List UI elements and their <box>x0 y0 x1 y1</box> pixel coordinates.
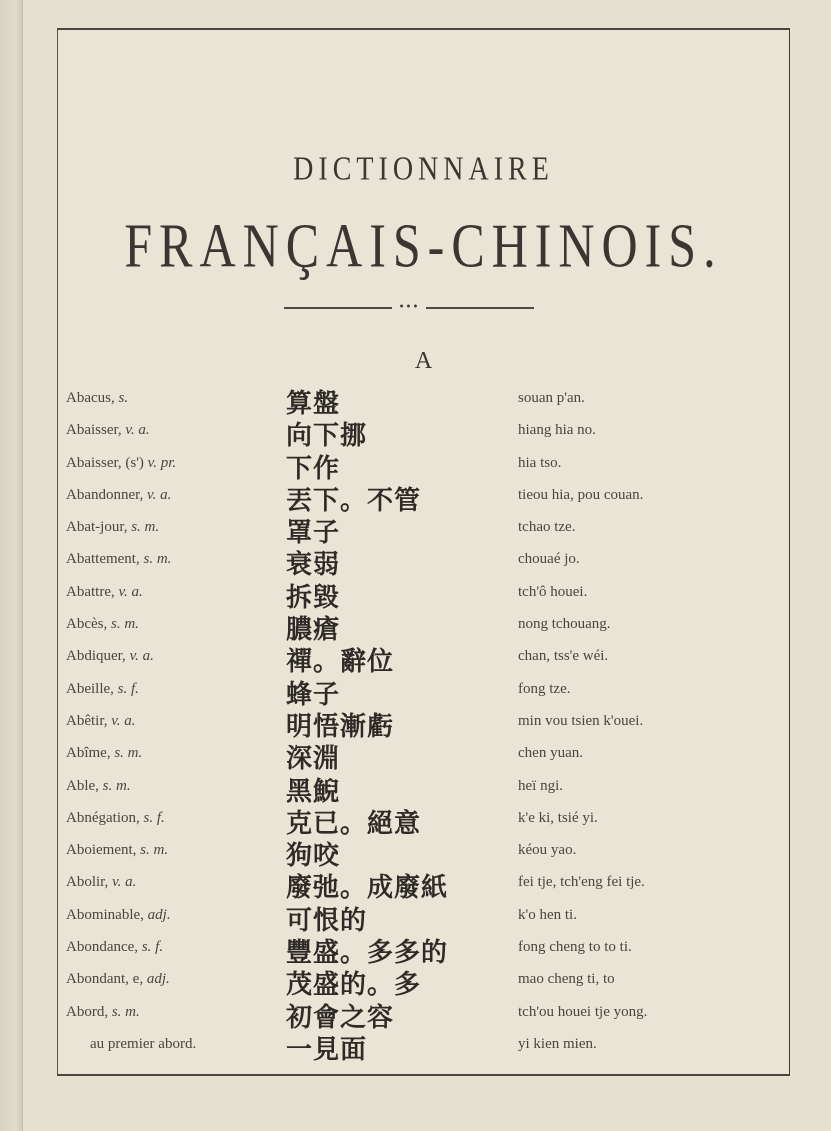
title-ornament-rule <box>284 303 534 313</box>
dictionary-entries <box>58 383 791 1065</box>
romanization: chen yuan. <box>518 745 583 762</box>
part-of-speech: s. m. <box>111 616 139 633</box>
ornament-dots: ••• <box>398 302 420 313</box>
dictionary-entry <box>58 964 791 1001</box>
chinese-translation: 禪。辭位 <box>286 647 395 678</box>
french-headword <box>66 778 131 795</box>
chinese-translation: 狗咬 <box>286 841 341 872</box>
dictionary-entry <box>58 867 791 904</box>
headword-text: Abord, <box>66 1003 109 1020</box>
chinese-translation: 膿瘡 <box>286 615 341 646</box>
dictionary-entry <box>58 932 791 969</box>
french-headword <box>66 616 139 633</box>
french-headword <box>66 455 176 472</box>
headword-text: Abattement, <box>66 551 140 568</box>
part-of-speech: s. f. <box>141 939 164 956</box>
dictionary-entry <box>58 803 791 839</box>
romanization: k'e ki, tsié yi. <box>518 809 598 826</box>
romanization: chouaé jo. <box>518 551 580 568</box>
chinese-translation: 深淵 <box>286 744 341 775</box>
dictionary-entry <box>58 544 791 581</box>
chinese-translation: 拆毀 <box>286 582 341 613</box>
french-headword <box>66 1004 140 1021</box>
part-of-speech: s. f. <box>143 809 165 826</box>
headword-text: Abandonner, <box>66 486 144 503</box>
dictionary-entry <box>58 706 791 742</box>
section-letter: A <box>414 348 433 374</box>
french-headword <box>90 1036 196 1053</box>
romanization: hia tso. <box>518 454 562 471</box>
headword-text: Abnégation, <box>66 809 140 826</box>
title-dictionnaire: DICTIONNAIRE <box>293 150 554 188</box>
headword-text: Abat-jour, <box>66 519 128 536</box>
headword-text: Abacus, <box>66 390 115 406</box>
romanization: k'o hen ti. <box>518 906 577 923</box>
chinese-translation: 克已。絕意 <box>286 808 422 839</box>
chinese-translation: 算盤 <box>286 389 341 419</box>
headword-text: Abolir, <box>66 874 109 891</box>
dictionary-entry <box>58 512 791 549</box>
french-headword <box>66 810 165 827</box>
headword-text: Abominable, <box>66 906 144 923</box>
chinese-translation: 可恨的 <box>286 905 368 936</box>
french-headword <box>66 519 159 536</box>
romanization: yi kien mien. <box>518 1035 597 1052</box>
romanization: chan, tss'e wéi. <box>518 648 609 665</box>
french-headword <box>66 551 171 568</box>
headword-text: Abaisser, <box>66 422 122 439</box>
chinese-translation: 丟下。不管 <box>286 485 422 516</box>
headword-text: Abondance, <box>66 939 139 956</box>
romanization: kéou yao. <box>518 842 577 859</box>
chinese-translation: 茂盛的。多 <box>286 970 422 1001</box>
title-francais-chinois: FRANÇAIS-CHINOIS. <box>124 210 723 280</box>
dictionary-entry <box>58 577 791 613</box>
chinese-translation: 豐盛。多多的 <box>286 938 449 969</box>
dictionary-entry <box>58 448 791 484</box>
chinese-translation: 初會之容 <box>286 1002 395 1033</box>
headword-text: Abeille, <box>66 680 114 697</box>
dictionary-entry <box>58 609 791 646</box>
part-of-speech: s. m. <box>140 842 169 859</box>
romanization: min vou tsien k'ouei. <box>518 712 644 729</box>
headword-text: au premier abord. <box>90 1035 197 1052</box>
chinese-translation: 下作 <box>286 453 341 484</box>
part-of-speech: v. a. <box>125 422 150 439</box>
dictionary-entry <box>58 771 791 807</box>
romanization: tchao tze. <box>518 519 576 536</box>
headword-text: Abîme, <box>66 745 111 762</box>
chinese-translation: 蜂子 <box>286 679 341 710</box>
part-of-speech: adj. <box>146 971 170 988</box>
part-of-speech: s. m. <box>143 551 172 568</box>
part-of-speech: s. f. <box>117 680 139 697</box>
french-headword <box>66 939 163 956</box>
romanization: tch'ô houei. <box>518 583 588 600</box>
dictionary-entry <box>58 641 791 678</box>
romanization: souan p'an. <box>518 390 585 406</box>
dictionary-entry <box>58 1029 791 1065</box>
part-of-speech: v. a. <box>112 874 137 891</box>
french-headword <box>66 971 170 988</box>
headword-text: Abaisser, (s') <box>66 454 144 471</box>
dictionary-entry <box>58 835 791 872</box>
dictionary-entry <box>58 383 791 419</box>
chinese-translation: 衰弱 <box>286 550 341 581</box>
ornament-line-right <box>426 307 534 309</box>
part-of-speech: s. m. <box>131 519 160 536</box>
romanization: heï ngi. <box>518 777 563 794</box>
chinese-translation: 向下挪 <box>286 421 368 452</box>
french-headword <box>66 907 171 924</box>
french-headword <box>66 874 136 891</box>
french-headword <box>66 681 139 698</box>
romanization: tch'ou houei tje yong. <box>518 1003 648 1020</box>
part-of-speech: v. pr. <box>147 454 177 471</box>
ornament-line-left <box>284 307 392 309</box>
romanization: fei tje, tch'eng fei tje. <box>518 874 645 891</box>
part-of-speech: v. a. <box>147 486 172 503</box>
dictionary-entry <box>58 997 791 1033</box>
chinese-translation: 罩子 <box>286 518 341 549</box>
french-headword <box>66 842 168 859</box>
romanization: tieou hia, pou couan. <box>518 486 644 503</box>
dictionary-entry <box>58 674 791 710</box>
headword-text: Abcès, <box>66 616 108 633</box>
french-headword <box>66 390 128 407</box>
french-headword <box>66 422 150 439</box>
romanization: nong tchouang. <box>518 616 611 633</box>
chinese-translation: 明悟漸虧 <box>286 711 395 742</box>
romanization: fong cheng to to ti. <box>518 939 632 956</box>
part-of-speech: v. a. <box>129 648 154 665</box>
headword-text: Able, <box>66 777 99 794</box>
headword-text: Abondant, e, <box>66 971 144 988</box>
page-frame <box>57 28 790 1076</box>
chinese-translation: 廢弛。成廢紙 <box>286 873 449 904</box>
french-headword <box>66 745 142 762</box>
headword-text: Aboiement, <box>66 842 137 859</box>
french-headword <box>66 487 171 504</box>
french-headword <box>66 713 136 730</box>
french-headword <box>66 584 143 601</box>
dictionary-entry <box>58 738 791 775</box>
chinese-translation: 黑鯢 <box>286 776 341 807</box>
romanization: hiang hia no. <box>518 422 596 439</box>
part-of-speech: s. m. <box>102 777 131 794</box>
dictionary-entry <box>58 900 791 936</box>
part-of-speech: s. <box>118 390 129 406</box>
romanization: mao cheng ti, to <box>518 971 615 988</box>
romanization: fong tze. <box>518 680 571 697</box>
part-of-speech: s. m. <box>111 1003 140 1020</box>
headword-text: Abdiquer, <box>66 648 126 665</box>
dictionary-entry <box>58 480 791 516</box>
part-of-speech: v. a. <box>118 583 143 600</box>
part-of-speech: v. a. <box>111 712 136 729</box>
french-headword <box>66 648 154 665</box>
headword-text: Abattre, <box>66 583 115 600</box>
headword-text: Abêtir, <box>66 712 108 729</box>
book-binding-edge <box>0 0 23 1131</box>
dictionary-entry <box>58 415 791 452</box>
part-of-speech: s. m. <box>114 745 143 762</box>
chinese-translation: 一見面 <box>286 1034 368 1065</box>
part-of-speech: adj. <box>147 906 171 923</box>
